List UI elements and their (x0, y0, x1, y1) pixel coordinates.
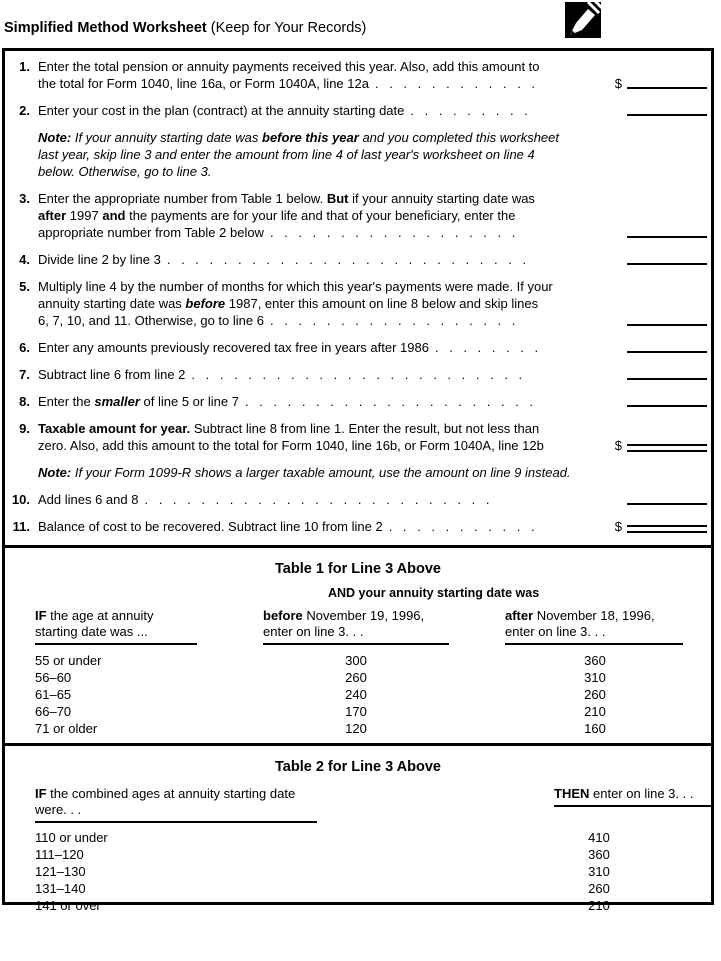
text-run: But (326, 191, 349, 206)
table1-cell: 310 (584, 670, 606, 685)
line-text (38, 393, 615, 410)
table1-cell: 210 (584, 704, 606, 719)
dot-leader: . . . . . . . . . . . . . . . . . . . . . (244, 394, 534, 409)
answer-line (627, 351, 707, 353)
worksheet-box (2, 48, 714, 913)
text-run: and (102, 208, 126, 223)
line-text (38, 278, 615, 329)
table1-cell: 260 (584, 687, 606, 702)
text-run: after (505, 608, 534, 623)
text-run: the age at annuity (46, 608, 154, 623)
text-run: Enter any amounts previously recovered tax free in years after 1986 (38, 340, 429, 355)
worksheet-line-10 (5, 491, 711, 508)
table2-cell: 410 (588, 830, 610, 845)
text-run: after (38, 208, 67, 223)
text-run: Multiply line 4 by the number of months for which this year's payments were made. If your (38, 279, 553, 294)
worksheet-line-4 (5, 251, 711, 268)
table2-cell: 121–130 (35, 864, 86, 879)
line-text (38, 339, 615, 356)
answer-line (627, 263, 707, 265)
text-run: 6, 7, 10, and 11. Otherwise, go to line 6 (38, 313, 264, 328)
line-number: 3. (19, 191, 30, 206)
dot-leader: . . . . . . . . . . . . . . . . . . . . . . . . . . (166, 252, 527, 267)
table2-row (5, 897, 711, 914)
text-run: zero. Also, add this amount to the total for Form 1040, line 16b, or Form 1040A, line 12b (38, 438, 544, 453)
worksheet-line-2 (5, 102, 711, 119)
dot-leader: . . . . . . . . (434, 340, 539, 355)
table1-cell: 170 (345, 704, 367, 719)
line-number: 6. (19, 340, 30, 355)
table1-header-before (263, 608, 505, 645)
table2-cell: 360 (588, 847, 610, 862)
table1-row (5, 703, 711, 720)
text-run: Add lines 6 and 8 (38, 492, 139, 507)
text-run: the payments are for your life and that of your beneficiary, enter the (125, 208, 516, 223)
text-run: 1987, enter this amount on line 8 below and skip lines (225, 296, 539, 311)
answer-line-double (627, 525, 707, 533)
text-run: Note: (38, 465, 72, 480)
line-number: 8. (19, 394, 30, 409)
text-run: before this year (262, 130, 359, 145)
table2-cell: 260 (588, 881, 610, 896)
text-run: Taxable amount for year. (38, 421, 191, 436)
dot-leader: . . . . . . . . . . . . . . . . . . . . . . . . (191, 367, 523, 382)
answer-line (627, 236, 707, 238)
worksheet-lines (5, 58, 711, 535)
line-number (5, 464, 30, 481)
note-text (38, 464, 615, 481)
table1-cell: 300 (345, 653, 367, 668)
line-number: 4. (19, 252, 30, 267)
note-text (38, 129, 615, 180)
table2-cell: 310 (588, 864, 610, 879)
table2-row (5, 863, 711, 880)
table1-cell: 240 (345, 687, 367, 702)
line-text (38, 190, 615, 241)
answer-line (627, 378, 707, 380)
line-number: 7. (19, 367, 30, 382)
table2-cell: 111–120 (35, 847, 84, 862)
text-run: Subtract line 6 from line 2 (38, 367, 186, 382)
table2-row (5, 829, 711, 846)
table1-cell: 260 (345, 670, 367, 685)
text-run: Enter the (38, 394, 95, 409)
text-run: Balance of cost to be recovered. Subtract line 10 from line 2 (38, 519, 383, 534)
table2-cell: 141 or over (35, 898, 101, 913)
page-subtitle: (Keep for Your Records) (206, 20, 367, 36)
table1-header-row (5, 608, 711, 645)
line-number: 9. (19, 421, 30, 436)
section-divider-1 (5, 545, 711, 548)
table1-row (5, 669, 711, 686)
line-number: 2. (19, 103, 30, 118)
table2-header-row (5, 786, 711, 823)
text-run: before (185, 296, 226, 311)
dot-leader: . . . . . . . . . . . . . . . . . . (269, 313, 516, 328)
table2-row (5, 880, 711, 897)
table1-cell: 71 or older (35, 721, 98, 736)
text-run: Divide line 2 by line 3 (38, 252, 161, 267)
table2-cell: 210 (588, 898, 610, 913)
text-run: of line 5 or line 7 (139, 394, 239, 409)
table2-header-if (35, 786, 554, 823)
text-run: annuity starting date was (38, 296, 186, 311)
table1-row (5, 686, 711, 703)
worksheet-line-6 (5, 339, 711, 356)
table1-title: Table 1 for Line 3 Above (275, 561, 441, 577)
answer-area (615, 393, 707, 410)
worksheet-note (5, 129, 711, 180)
line-text (38, 518, 615, 535)
text-run: THEN (554, 786, 590, 801)
answer-area (615, 518, 707, 535)
text-run: enter on line 3. . . (263, 624, 364, 639)
table1-cell: 120 (345, 721, 367, 736)
text-run: starting date was ... (35, 624, 148, 639)
text-run: IF (35, 786, 47, 801)
line-number (5, 129, 30, 180)
dot-leader: . . . . . . . . . . . . . . . . . . . . . . . . . (144, 492, 490, 507)
text-run: last year, skip line 3 and enter the amount from line 4 of last year's worksheet on line 4 (38, 147, 535, 162)
worksheet-line-9 (5, 420, 711, 454)
table2-row (5, 846, 711, 863)
answer-area (615, 278, 707, 329)
text-run: enter on line 3. . . (505, 624, 606, 639)
text-run: Enter your cost in the plan (contract) at the annuity starting date (38, 103, 405, 118)
text-run: November 19, 1996, (302, 608, 425, 623)
answer-line (627, 87, 707, 89)
table1-cell: 66–70 (35, 704, 72, 719)
dollar-sign: $ (614, 519, 622, 534)
answer-line (627, 503, 707, 505)
text-run: the combined ages at annuity starting date were. . . (35, 786, 296, 817)
answer-area (615, 102, 707, 119)
text-run: and you completed this worksheet (358, 130, 559, 145)
table1-header-after (505, 608, 711, 645)
text-run: 1997 (66, 208, 103, 223)
dollar-sign: $ (614, 76, 622, 91)
dot-leader: . . . . . . . . . . . (388, 519, 535, 534)
answer-area (615, 464, 707, 481)
line-text (38, 102, 615, 119)
pencil-icon (565, 2, 601, 38)
worksheet-note (5, 464, 711, 481)
table2-title: Table 2 for Line 3 Above (275, 759, 441, 775)
table1-rows (5, 652, 711, 737)
line-number: 11. (12, 519, 30, 534)
worksheet-line-1 (5, 58, 711, 92)
line-text (38, 366, 615, 383)
answer-area (615, 251, 707, 268)
table1-row (5, 652, 711, 669)
line-text (38, 58, 615, 92)
worksheet-line-5 (5, 278, 711, 329)
answer-area (615, 491, 707, 508)
line-text (38, 420, 615, 454)
dot-leader: . . . . . . . . . (410, 103, 528, 118)
answer-line (627, 405, 707, 407)
answer-area (615, 366, 707, 383)
text-run: If your Form 1099-R shows a larger taxable amount, use the amount on line 9 instead. (71, 465, 571, 480)
worksheet-line-3 (5, 190, 711, 241)
answer-area (615, 339, 707, 356)
text-run: IF (35, 608, 47, 623)
table1-cell: 61–65 (35, 687, 72, 702)
text-run: smaller (94, 394, 140, 409)
answer-area (615, 190, 707, 241)
line-text (38, 491, 615, 508)
answer-line (627, 324, 707, 326)
table2-header-then (554, 786, 714, 823)
section-divider-2 (5, 743, 711, 746)
table2-cell: 110 or under (35, 830, 108, 845)
dollar-sign: $ (614, 438, 622, 453)
text-run: appropriate number from Table 2 below (38, 225, 264, 240)
answer-area (615, 420, 707, 454)
text-run: if your annuity starting date was (348, 191, 535, 206)
table1-header-age (35, 608, 263, 645)
text-run: before (263, 608, 303, 623)
text-run: enter on line 3. . . (589, 786, 694, 801)
line-number: 5. (19, 279, 30, 294)
worksheet-line-8 (5, 393, 711, 410)
text-run: Note: (38, 130, 72, 145)
answer-area (615, 58, 707, 92)
dot-leader: . . . . . . . . . . . . . . . . . . (269, 225, 516, 240)
table1-subheader: AND your annuity starting date was (328, 586, 540, 600)
answer-line-double (627, 444, 707, 452)
worksheet-line-7 (5, 366, 711, 383)
table1-cell: 360 (584, 653, 606, 668)
table1-row (5, 720, 711, 737)
page-header (4, 20, 366, 36)
table2-rows (5, 829, 711, 914)
text-run: If your annuity starting date was (71, 130, 262, 145)
table1-cell: 56–60 (35, 670, 72, 685)
text-run: the total for Form 1040, line 16a, or Form 1040A, line 12a (38, 76, 369, 91)
text-run: November 18, 1996, (533, 608, 655, 623)
table1-cell: 160 (584, 721, 606, 736)
table2-cell: 131–140 (35, 881, 86, 896)
line-number: 10. (11, 492, 30, 507)
dot-leader: . . . . . . . . . . . . (374, 76, 536, 91)
answer-area (615, 129, 707, 180)
text-run: Enter the total pension or annuity payments received this year. Also, add this amount to (38, 59, 540, 74)
answer-line (627, 114, 707, 116)
text-run: Subtract line 8 from line 1. Enter the result, but not less than (190, 421, 540, 436)
line-text (38, 251, 615, 268)
table1-cell: 55 or under (35, 653, 102, 668)
worksheet-line-11 (5, 518, 711, 535)
text-run: below. Otherwise, go to line 3. (38, 164, 212, 179)
text-run: Enter the appropriate number from Table 1 below. (38, 191, 327, 206)
line-number: 1. (19, 59, 30, 74)
page-title: Simplified Method Worksheet (4, 20, 207, 36)
